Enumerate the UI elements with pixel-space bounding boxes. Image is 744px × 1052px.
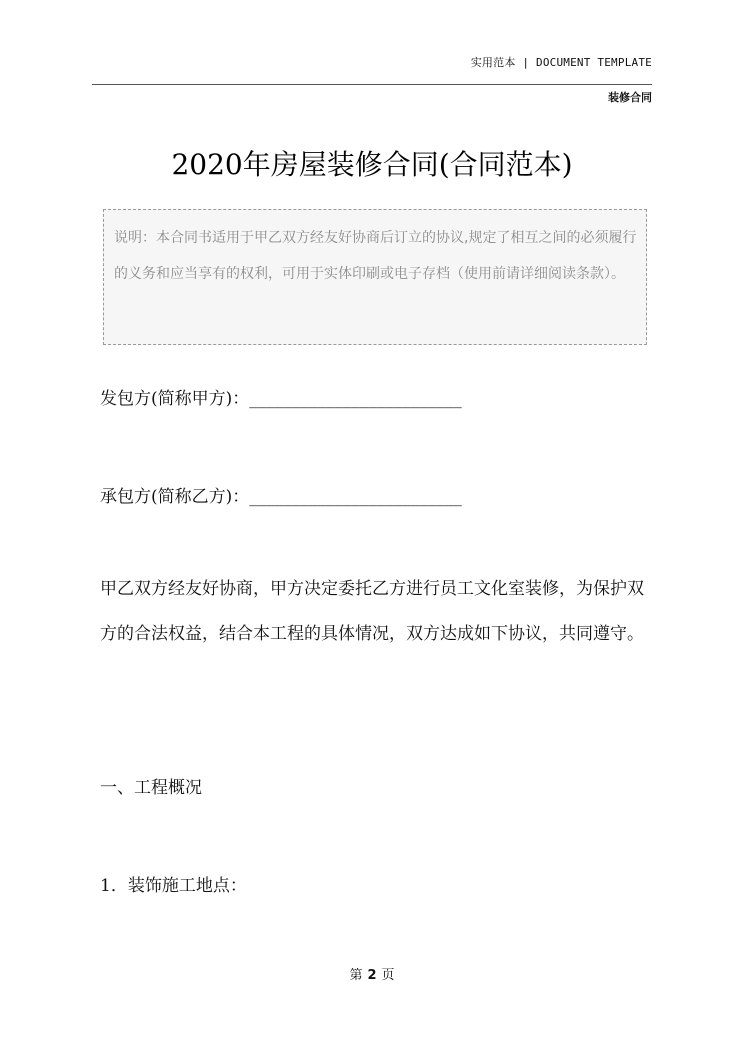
usage-note-box	[103, 209, 647, 345]
header-category-label: 装修合同	[608, 91, 652, 104]
party-b-line: 承包方(简称乙方)：_________________________	[100, 487, 462, 507]
page-footer	[0, 964, 744, 983]
page-suffix: 页	[381, 968, 395, 983]
party-a-line: 发包方(简称甲方)：_________________________	[100, 389, 462, 409]
section-heading-1: 一、工程概况	[100, 778, 202, 798]
header-template-label: 实用范本 | DOCUMENT TEMPLATE	[470, 56, 652, 69]
document-title: 2020年房屋装修合同(合同范本)	[171, 148, 573, 181]
usage-note-text: 说明：本合同书适用于甲乙双方经友好协商后订立的协议,规定了相互之间的必须履行的义务和应当享有的权利，可用于实体印刷或电子存档（使用前请详细阅读条款）。	[114, 230, 637, 282]
clause-item-1: 1．装饰施工地点：	[100, 876, 247, 896]
page-number: 2	[367, 968, 377, 983]
header-divider	[92, 84, 652, 85]
intro-paragraph: 甲乙双方经友好协商，甲方决定委托乙方进行员工文化室装修，为保护双方的合法权益，结合本工程的具体情况，双方达成如下协议，共同遵守。	[100, 579, 644, 644]
page-prefix: 第	[349, 968, 363, 983]
